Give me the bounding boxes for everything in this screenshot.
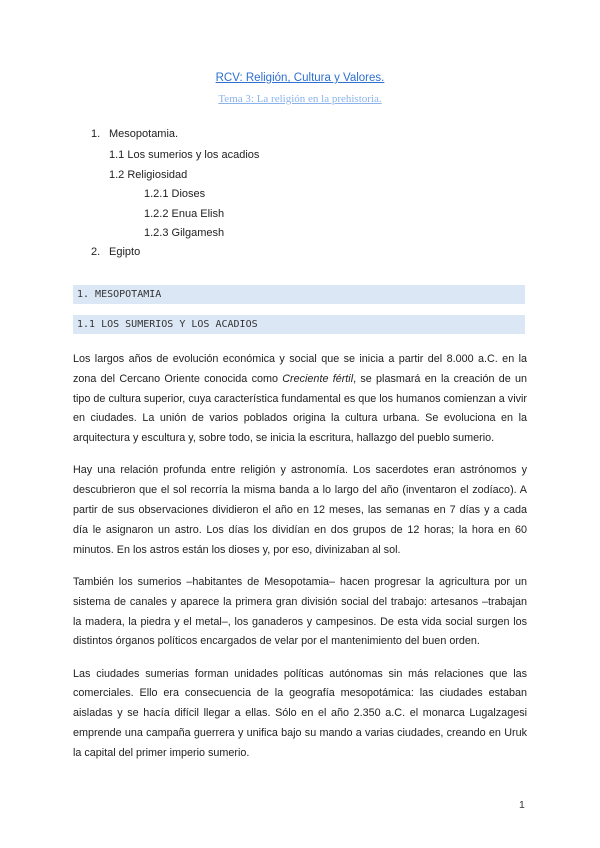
toc-label: 1.2.3 Gilgamesh <box>144 227 225 239</box>
toc-item <box>91 128 178 140</box>
toc-item <box>109 149 259 161</box>
emphasis-text: Creciente fértil <box>282 372 354 385</box>
page-number: 1 <box>519 799 525 811</box>
toc-item <box>144 208 224 220</box>
paragraph-text: , se plasmará en la creación de un tipo de cultura superior, cuya característica fundamental es que los humanos comienzan a vivir en ciudades. La unión de varios poblados origina la cultura urbana. Se evoluciona en la arquitectura y escultura y, sobre todo, se inicia la escritura, hallazgo del pueblo sumerio. <box>73 372 527 445</box>
toc-item <box>144 227 224 239</box>
document-title: RCV: Religión, Cultura y Valores. <box>215 72 385 84</box>
body-text <box>73 350 527 776</box>
toc-label: 1.2.1 Dioses <box>144 188 206 200</box>
paragraph: También los sumerios –habitantes de Mesopotamia– hacen progresar la agricultura por un sistema de canales y aparece la primera gran división social del trabajo: artesanos –trabajan la madera, la piedra y el metal–, los ganaderos y campesinos. De esta vida social surgen los distintos órganos políticos encargados de velar por el mantenimiento del buen orden. <box>73 575 527 648</box>
toc-number: 1. <box>91 128 101 140</box>
toc-item <box>91 246 140 258</box>
subsection-heading: 1.1 LOS SUMERIOS Y LOS ACADIOS <box>73 315 525 334</box>
toc-label: 1.2 Religiosidad <box>109 169 188 181</box>
paragraph: Hay una relación profunda entre religión y astronomía. Los sacerdotes eran astrónomos y descubrieron que el sol recorría la misma banda a lo largo del año (inventaron el zodíaco). A partir de sus observaciones dividieron el año en 12 meses, las semanas en 7 días y a cada día le asignaron un astro. Los días los dividían en dos grupos de 12 horas; la hora en 60 minutos. En los astros están los dioses y, por eso, divinizaban al sol. <box>73 464 527 556</box>
toc-label: 1.1 Los sumerios y los acadios <box>109 149 260 161</box>
section-heading: 1. MESOPOTAMIA <box>73 285 525 304</box>
paragraph <box>73 350 527 449</box>
toc-item <box>144 188 205 200</box>
toc-number: 2. <box>91 246 101 258</box>
toc-label: 1.2.2 Enua Elish <box>144 208 225 220</box>
paragraph: Las ciudades sumerias forman unidades políticas autónomas sin más relaciones que las comerciales. Ello era consecuencia de la geografía mesopotámica: las ciudades estaban aisladas y se hacía difícil llegar a ellas. Sólo en el año 2.350 a.C. el monarca Lugalzagesi emprende una campaña guerrera y unifica bajo su mando a varias ciudades, creando en Uruk la capital del primer imperio sumerio. <box>73 667 527 759</box>
document-subtitle: Tema 3: La religión en la prehistoria. <box>218 93 382 105</box>
paragraph-text: Los largos años de evolución económica y social que se inicia a partir del 8.000 a.C. en la zona del Cercano Oriente conocida como <box>73 353 527 385</box>
toc-label: Mesopotamia. <box>109 128 179 140</box>
toc-label: Egipto <box>109 246 141 258</box>
toc-item <box>109 169 187 181</box>
